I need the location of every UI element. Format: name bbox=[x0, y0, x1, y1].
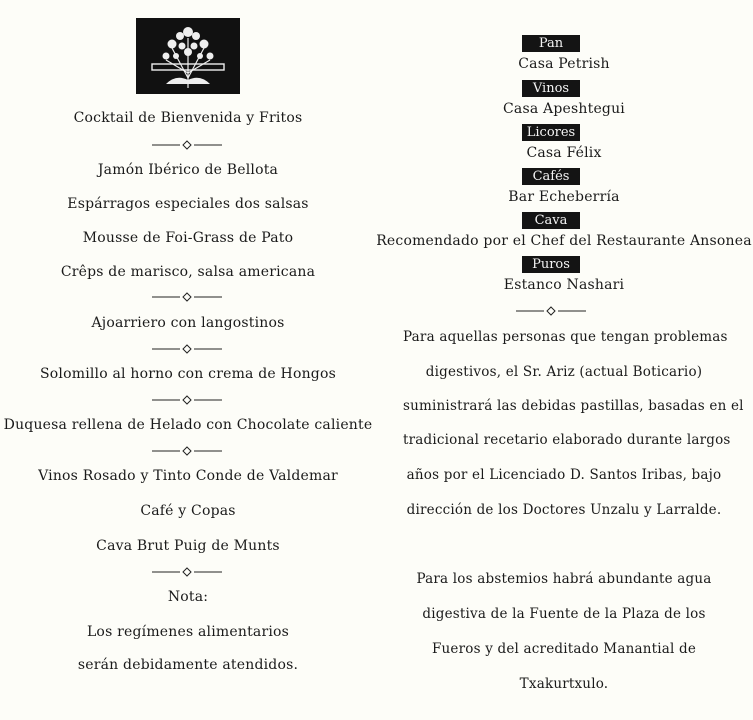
menu-item: Jamón Ibérico de Bellota bbox=[97, 162, 279, 178]
menu-column-left bbox=[0, 0, 376, 720]
supplier-name: Recomendado por el Chef del Restaurante Ansonea bbox=[376, 233, 752, 249]
supplier-label: Puros bbox=[522, 256, 580, 273]
pharmacy-note-line: suministrará las debidas pastillas, basadas en el bbox=[403, 398, 744, 414]
supplier-name: Casa Petrish bbox=[518, 56, 610, 72]
supplier-name: Casa Félix bbox=[526, 145, 602, 161]
water-note-line: Fueros y del acreditado Manantial de bbox=[431, 641, 697, 657]
menu-item: Crêps de marisco, salsa americana bbox=[60, 264, 316, 280]
supplier-label: Cafés bbox=[522, 168, 580, 185]
note-line: Los regímenes alimentarios bbox=[86, 624, 290, 640]
menu-item: Cava Brut Puig de Munts bbox=[96, 538, 280, 554]
menu-item: Ajoarriero con langostinos bbox=[91, 315, 285, 331]
supplier-label: Vinos bbox=[522, 80, 580, 97]
diamond-separator-icon bbox=[152, 446, 222, 456]
diamond-separator-icon bbox=[152, 292, 222, 302]
supplier-label: Licores bbox=[522, 124, 580, 141]
pharmacy-note-line: años por el Licenciado D. Santos Iribas, bajo bbox=[406, 467, 722, 483]
menu-item: Vinos Rosado y Tinto Conde de Valdemar bbox=[38, 468, 338, 484]
pharmacy-note-line: Para aquellas personas que tengan problemas bbox=[403, 329, 728, 345]
supplier-name: Bar Echeberría bbox=[508, 189, 620, 205]
supplier-name: Estanco Nashari bbox=[503, 277, 625, 293]
water-note-line: digestiva de la Fuente de la Plaza de los bbox=[422, 606, 706, 622]
diamond-separator-icon bbox=[152, 140, 222, 150]
supplier-label: Pan bbox=[522, 35, 580, 52]
diamond-separator-icon bbox=[516, 306, 586, 316]
menu-item: Cocktail de Bienvenida y Fritos bbox=[73, 110, 303, 126]
floral-emblem-logo bbox=[136, 18, 240, 94]
menu-item: Mousse de Foi-Grass de Pato bbox=[82, 230, 294, 246]
water-note-line: Txakurtxulo. bbox=[519, 676, 609, 692]
supplier-label: Cava bbox=[522, 212, 580, 229]
diamond-separator-icon bbox=[152, 344, 222, 354]
pharmacy-note-line: dirección de los Doctores Unzalu y Larralde. bbox=[406, 502, 722, 518]
pharmacy-note-line: digestivos, el Sr. Ariz (actual Boticario) bbox=[425, 364, 703, 380]
water-note-line: Para los abstemios habrá abundante agua bbox=[416, 571, 712, 587]
diamond-separator-icon bbox=[152, 567, 222, 577]
diamond-separator-icon bbox=[152, 395, 222, 405]
menu-item: Espárragos especiales dos salsas bbox=[67, 196, 309, 212]
note-title: Nota: bbox=[167, 589, 209, 605]
menu-item: Duquesa rellena de Helado con Chocolate caliente bbox=[3, 417, 373, 433]
pharmacy-note-line: tradicional recetario elaborado durante largos bbox=[403, 432, 731, 448]
note-line: serán debidamente atendidos. bbox=[77, 657, 299, 673]
menu-item: Café y Copas bbox=[140, 503, 236, 519]
supplier-name: Casa Apeshtegui bbox=[503, 101, 625, 117]
menu-item: Solomillo al horno con crema de Hongos bbox=[40, 366, 336, 382]
menu-column-right bbox=[376, 0, 753, 720]
